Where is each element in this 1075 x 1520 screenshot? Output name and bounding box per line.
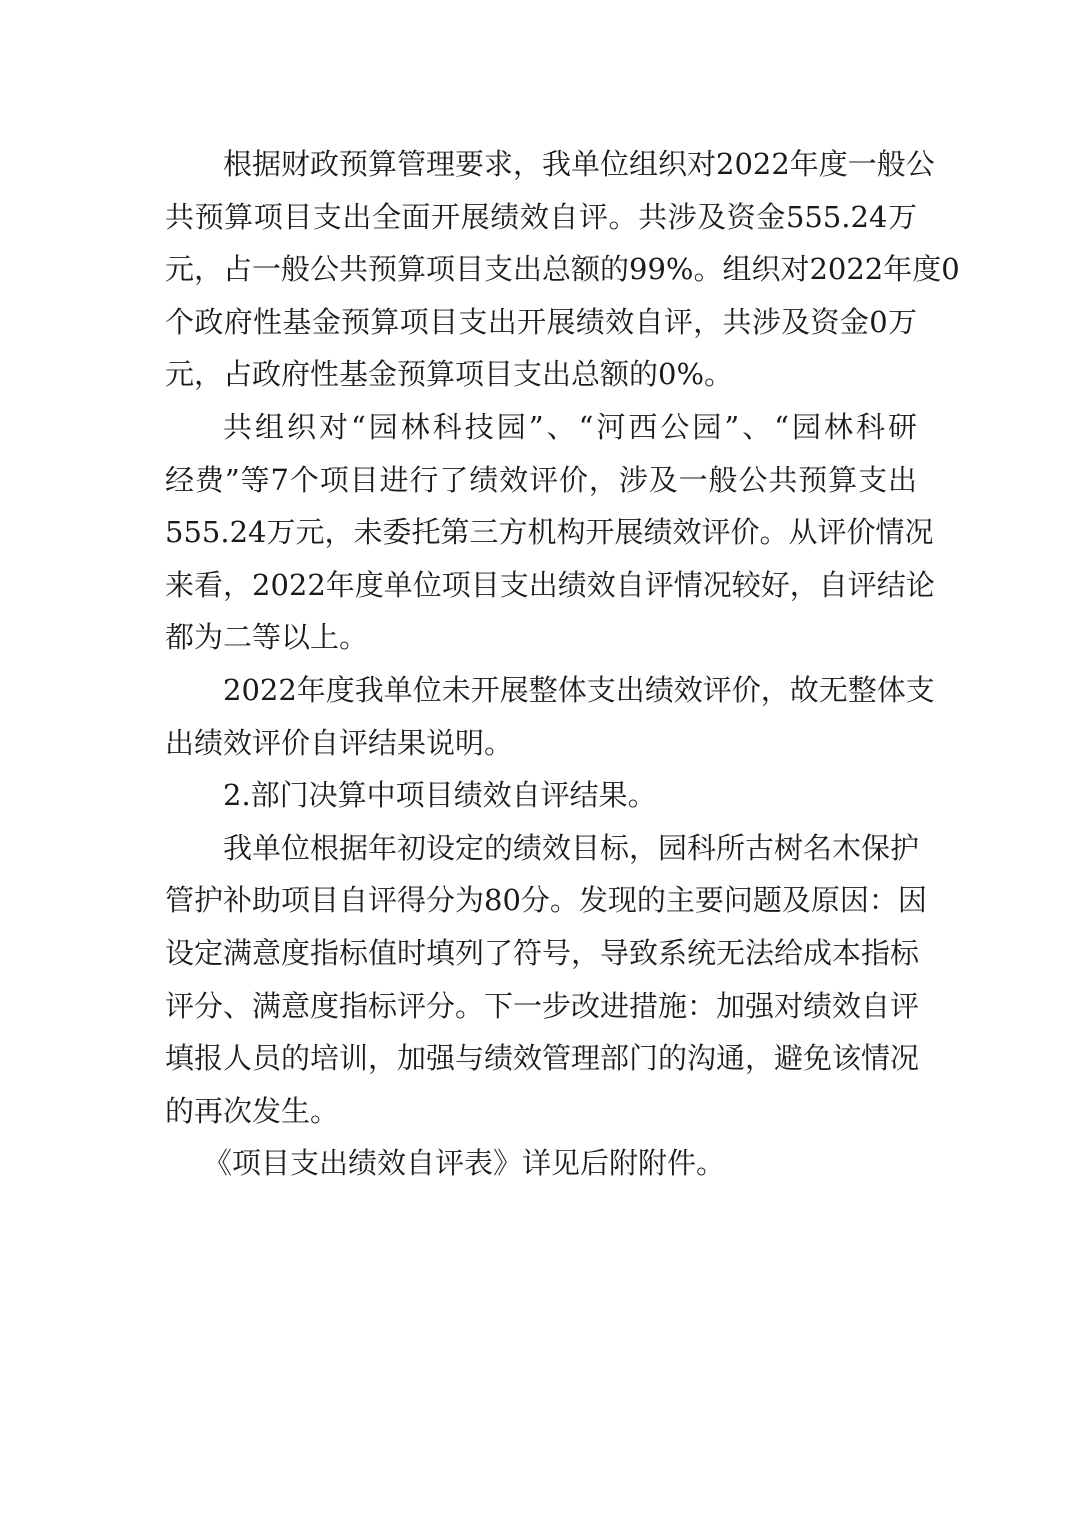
paragraph-4-line-1: 我单位根据年初设定的绩效目标，园科所古树名木保护 [223, 830, 920, 865]
paragraph-3-line-1: 2022年度我单位未开展整体支出绩效评价，故无整体支 [223, 672, 935, 707]
paragraph-4-line-3: 设定满意度指标值时填列了符号，导致系统无法给成本指标 [165, 935, 920, 970]
paragraph-1-line-5: 元，占政府性基金预算项目支出总额的0%。 [165, 357, 734, 392]
section-heading: 2.部门决算中项目绩效自评结果。 [223, 778, 657, 813]
paragraph-2-line-2: 经费”等7个项目进行了绩效评价，涉及一般公共预算支出 [165, 462, 917, 497]
paragraph-4-line-4: 评分、满意度指标评分。下一步改进措施：加强对绩效自评 [165, 988, 920, 1023]
paragraph-2-line-1: 共组织对“园林科技园”、“河西公园”、“园林科研 [223, 409, 917, 444]
body-text [165, 138, 960, 1190]
paragraph-1-line-1: 根据财政预算管理要求，我单位组织对2022年度一般公 [223, 147, 935, 181]
paragraph-2-line-5: 都为二等以上。 [165, 620, 369, 655]
paragraph-1-line-4: 个政府性基金预算项目支出开展绩效自评，共涉及资金0万 [165, 304, 917, 339]
paragraph-1-line-2: 共预算项目支出全面开展绩效自评。共涉及资金555.24万 [165, 199, 917, 234]
paragraph-4-line-5: 填报人员的培训，加强与绩效管理部门的沟通，避免该情况 [165, 1041, 920, 1076]
paragraph-3-line-2: 出绩效评价自评结果说明。 [165, 725, 514, 760]
paragraph-4-line-2: 管护补助项目自评得分为80分。发现的主要问题及原因：因 [165, 883, 927, 918]
paragraph-1-line-3: 元，占一般公共预算项目支出总额的99%。组织对2022年度0 [165, 252, 960, 287]
paragraph-2-line-3: 555.24万元，未委托第三方机构开展绩效评价。从评价情况 [165, 515, 934, 550]
attachment-note: 《项目支出绩效自评表》详见后附附件。 [203, 1146, 726, 1181]
paragraph-2-line-4: 来看，2022年度单位项目支出绩效自评情况较好，自评结论 [165, 567, 935, 602]
paragraph-4-line-6: 的再次发生。 [165, 1093, 340, 1128]
